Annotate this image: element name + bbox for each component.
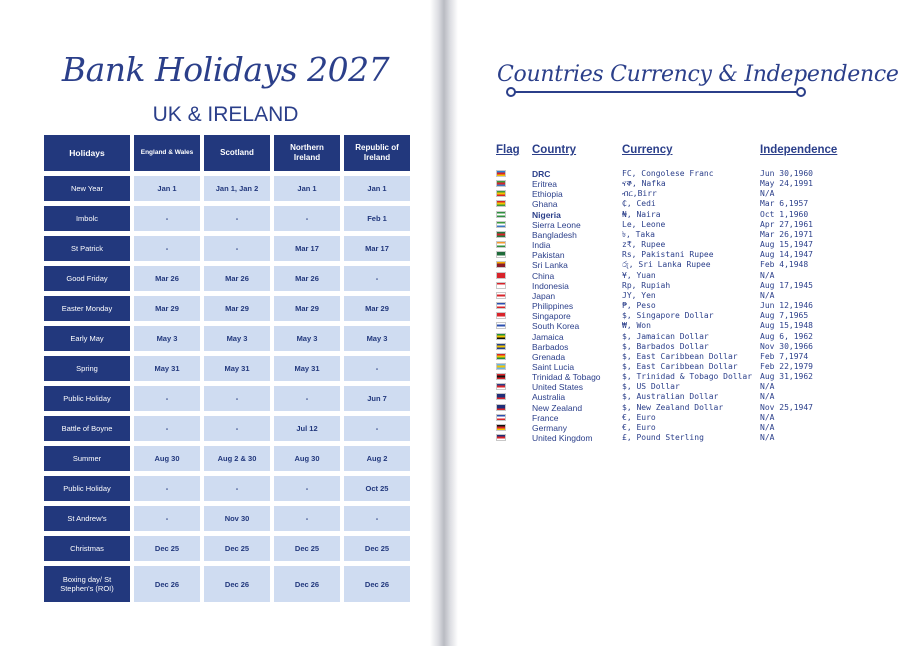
holiday-date-cell: Dec 25	[344, 536, 410, 561]
flag-icon	[497, 384, 505, 389]
country-name: South Korea	[532, 321, 580, 332]
independence-date: Jun 30,1960	[760, 169, 813, 178]
holiday-name: Public Holiday	[44, 476, 130, 501]
independence-date: Jun 12,1946	[760, 301, 813, 311]
table-row	[44, 356, 410, 381]
list-item	[494, 169, 874, 179]
independence-date: Feb 4,1948	[760, 260, 809, 270]
country-name: Trinidad & Tobago	[532, 372, 601, 383]
holiday-date-cell: -	[204, 416, 270, 441]
list-item	[494, 179, 874, 189]
currency-name: ¥, Yuan	[622, 270, 656, 280]
table-row	[44, 566, 410, 602]
holiday-name: Imbolc	[44, 206, 130, 231]
flag-icon	[497, 171, 505, 176]
currency-name: Rs, Pakistani Rupee	[622, 250, 714, 260]
currency-name: $, East Caribbean Dollar	[622, 351, 738, 361]
holiday-date-cell: -	[134, 506, 200, 531]
holiday-date-cell: -	[274, 206, 340, 231]
flag-icon	[497, 394, 505, 399]
flag-icon	[497, 303, 505, 308]
list-item	[494, 189, 874, 199]
holiday-date-cell: Oct 25	[344, 476, 410, 501]
list-item	[494, 291, 874, 301]
holiday-date-cell: -	[134, 476, 200, 501]
table-header-row	[44, 135, 410, 171]
independence-date: N/A	[760, 422, 775, 432]
holiday-name: Boxing day/ St Stephen's (ROI)	[44, 566, 130, 602]
independence-date: Aug 15,1947	[760, 240, 813, 250]
holiday-date-cell: May 3	[344, 326, 410, 351]
country-name: New Zealand	[532, 402, 583, 413]
table-row	[44, 446, 410, 471]
holiday-date-cell: Mar 17	[274, 236, 340, 261]
holiday-date-cell: Mar 17	[344, 236, 410, 261]
table-row	[44, 506, 410, 531]
independence-date: Feb 7,1974	[760, 351, 809, 361]
independence-date: N/A	[760, 189, 775, 199]
country-name: Australia	[532, 392, 566, 403]
list-item	[494, 423, 874, 433]
country-name: France	[532, 412, 559, 423]
currency-name: $, Barbados Dollar	[622, 341, 709, 351]
flag-icon	[497, 425, 505, 430]
holiday-date-cell: May 31	[204, 356, 270, 381]
currency-name: z₹, Rupee	[622, 240, 666, 250]
country-name: Japan	[532, 290, 556, 301]
table-row	[44, 206, 410, 231]
list-item	[494, 332, 874, 342]
holiday-date-cell: -	[344, 356, 410, 381]
holiday-date-cell: Mar 29	[134, 296, 200, 321]
country-name: China	[532, 270, 555, 281]
currency-name: $, Jamaican Dollar	[622, 331, 709, 341]
country-name: Bangladesh	[532, 229, 577, 240]
list-item	[494, 281, 874, 291]
flag-icon	[497, 181, 505, 186]
currency-name: $, Singapore Dollar	[622, 311, 714, 321]
currency-name: €, Euro	[622, 422, 656, 432]
holiday-date-cell: May 31	[274, 356, 340, 381]
independence-date: Aug 7,1965	[760, 311, 809, 321]
list-item	[494, 433, 874, 443]
independence-date: Nov 30,1966	[760, 341, 813, 351]
list-item	[494, 342, 874, 352]
table-row	[44, 266, 410, 291]
list-item	[494, 392, 874, 402]
holiday-date-cell: -	[134, 416, 200, 441]
holiday-name: Battle of Boyne	[44, 416, 130, 441]
holiday-name: Summer	[44, 446, 130, 471]
currency-name: $, Australian Dollar	[622, 392, 719, 402]
list-item	[494, 362, 874, 372]
page-subtitle: UK & IRELAND	[152, 103, 299, 126]
holiday-date-cell: Jul 12	[274, 416, 340, 441]
underline-end-dot	[506, 87, 516, 97]
holiday-date-cell: Mar 26	[274, 266, 340, 291]
currency-name: ₵, Cedi	[622, 199, 656, 209]
currency-name: ₱, Peso	[622, 301, 656, 311]
independence-date: Nov 25,1947	[760, 402, 813, 412]
countries-list	[494, 169, 874, 443]
holiday-name: St Andrew's	[44, 506, 130, 531]
country-name: Barbados	[532, 341, 569, 352]
holiday-date-cell: Feb 1	[344, 206, 410, 231]
country-name: Eritrea	[532, 179, 558, 190]
list-item	[494, 230, 874, 240]
country-name: United Kingdom	[532, 433, 593, 444]
holiday-date-cell: -	[134, 386, 200, 411]
holiday-name: Christmas	[44, 536, 130, 561]
flag-icon	[497, 262, 505, 267]
flag-icon	[497, 334, 505, 339]
independence-date: N/A	[760, 433, 775, 443]
currency-name: €, Euro	[622, 412, 656, 422]
holiday-date-cell: Dec 26	[134, 566, 200, 602]
list-item	[494, 403, 874, 413]
holiday-date-cell: -	[274, 476, 340, 501]
currency-name: $, East Caribbean Dollar	[622, 361, 738, 371]
title-underline	[512, 91, 801, 93]
holiday-date-cell: Dec 25	[134, 536, 200, 561]
holiday-date-cell: Dec 25	[204, 536, 270, 561]
holiday-name: Public Holiday	[44, 386, 130, 411]
holiday-name: Early May	[44, 326, 130, 351]
country-name: India	[532, 240, 551, 251]
holiday-date-cell: Mar 26	[204, 266, 270, 291]
independence-date: Aug 17,1945	[760, 280, 813, 290]
list-item	[494, 271, 874, 281]
holiday-date-cell: Dec 26	[204, 566, 270, 602]
independence-date: Aug 14,1947	[760, 250, 813, 260]
column-header-independence: Independence	[760, 144, 838, 156]
independence-date: Apr 27,1961	[760, 219, 813, 229]
flag-icon	[497, 323, 505, 328]
flag-icon	[497, 344, 505, 349]
flag-icon	[497, 232, 505, 237]
holiday-date-cell: Mar 26	[134, 266, 200, 291]
country-name: DRC	[532, 169, 551, 179]
holiday-date-cell: -	[274, 506, 340, 531]
list-item	[494, 372, 874, 382]
header-northern-ireland: Northern Ireland	[274, 135, 340, 171]
independence-date: N/A	[760, 392, 775, 402]
independence-date: Oct 1,1960	[760, 209, 809, 219]
country-name: Singapore	[532, 311, 571, 322]
currency-name: Le, Leone	[622, 219, 666, 229]
table-row	[44, 236, 410, 261]
flag-icon	[497, 252, 505, 257]
holiday-date-cell: Dec 26	[344, 566, 410, 602]
currency-name: $, US Dollar	[622, 382, 680, 392]
list-item	[494, 382, 874, 392]
country-name: United States	[532, 382, 584, 393]
flag-icon	[497, 354, 505, 359]
list-item	[494, 199, 874, 209]
country-name: Grenada	[532, 351, 566, 362]
table-row	[44, 536, 410, 561]
holiday-name: Good Friday	[44, 266, 130, 291]
currency-name: £, Pound Sterling	[622, 433, 704, 443]
flag-icon	[497, 242, 505, 247]
list-item	[494, 250, 874, 260]
holiday-date-cell: -	[134, 206, 200, 231]
holiday-date-cell: Jan 1	[134, 176, 200, 201]
currency-name: ብር,Birr	[622, 189, 657, 199]
header-scotland: Scotland	[204, 135, 270, 171]
holiday-date-cell: Mar 29	[274, 296, 340, 321]
holiday-date-cell: Dec 25	[274, 536, 340, 561]
holiday-date-cell: Jan 1, Jan 2	[204, 176, 270, 201]
country-name: Indonesia	[532, 280, 569, 291]
flag-icon	[497, 313, 505, 318]
holiday-name: Spring	[44, 356, 130, 381]
independence-date: Aug 15,1948	[760, 321, 813, 331]
holiday-name: New Year	[44, 176, 130, 201]
flag-icon	[497, 273, 505, 278]
country-name: Nigeria	[532, 209, 561, 220]
holiday-date-cell: -	[274, 386, 340, 411]
currency-name: ናቕ, Nafka	[622, 179, 666, 189]
column-header-country: Country	[532, 144, 577, 156]
underline-end-dot	[796, 87, 806, 97]
independence-date: N/A	[760, 382, 775, 392]
flag-icon	[497, 191, 505, 196]
holiday-date-cell: Aug 2	[344, 446, 410, 471]
holiday-date-cell: -	[204, 386, 270, 411]
country-name: Saint Lucia	[532, 361, 575, 372]
currency-name: Rp, Rupiah	[622, 280, 671, 290]
independence-date: N/A	[760, 270, 775, 280]
holiday-date-cell: Aug 30	[274, 446, 340, 471]
currency-name: රු, Sri Lanka Rupee	[622, 260, 711, 270]
currency-name: $, New Zealand Dollar	[622, 402, 724, 412]
flag-icon	[497, 293, 505, 298]
table-row	[44, 476, 410, 501]
country-name: Germany	[532, 422, 567, 433]
holiday-date-cell: -	[344, 416, 410, 441]
holiday-date-cell: -	[204, 206, 270, 231]
table-row	[44, 296, 410, 321]
holiday-date-cell: May 3	[204, 326, 270, 351]
holiday-date-cell: Dec 26	[274, 566, 340, 602]
flag-icon	[497, 415, 505, 420]
independence-date: Mar 6,1957	[760, 199, 809, 209]
holiday-date-cell: Jun 7	[344, 386, 410, 411]
flag-icon	[497, 435, 505, 440]
independence-date: Aug 6, 1962	[760, 331, 813, 341]
list-item	[494, 321, 874, 331]
column-header-currency: Currency	[622, 144, 673, 156]
header-holidays: Holidays	[44, 135, 130, 171]
holiday-date-cell: -	[204, 476, 270, 501]
flag-icon	[497, 283, 505, 288]
holiday-date-cell: -	[204, 236, 270, 261]
table-row	[44, 176, 410, 201]
independence-date: N/A	[760, 412, 775, 422]
flag-icon	[497, 405, 505, 410]
independence-date: Feb 22,1979	[760, 361, 813, 371]
independence-date: May 24,1991	[760, 179, 813, 189]
page-title: Bank Holidays 2027	[61, 50, 390, 89]
holiday-date-cell: Jan 1	[344, 176, 410, 201]
list-item	[494, 413, 874, 423]
currency-name: JY, Yen	[622, 290, 656, 300]
holiday-date-cell: Nov 30	[204, 506, 270, 531]
holiday-date-cell: Mar 29	[204, 296, 270, 321]
countries-title: Countries Currency & Independence	[497, 62, 899, 87]
list-item	[494, 260, 874, 270]
holiday-date-cell: Aug 2 & 30	[204, 446, 270, 471]
holiday-date-cell: May 31	[134, 356, 200, 381]
table-row	[44, 416, 410, 441]
table-row	[44, 386, 410, 411]
header-england-wales: England & Wales	[134, 135, 200, 171]
list-item	[494, 301, 874, 311]
currency-name: $, Trinidad & Tobago Dollar	[622, 372, 753, 382]
holiday-date-cell: May 3	[274, 326, 340, 351]
flag-icon	[497, 364, 505, 369]
country-name: Pakistan	[532, 250, 565, 261]
holiday-date-cell: -	[344, 506, 410, 531]
holiday-date-cell: May 3	[134, 326, 200, 351]
country-name: Sierra Leone	[532, 219, 581, 230]
currency-name: ₦, Naira	[622, 209, 661, 219]
list-item	[494, 210, 874, 220]
independence-date: Aug 31,1962	[760, 372, 813, 382]
independence-date: N/A	[760, 290, 775, 300]
country-name: Philippines	[532, 301, 574, 312]
holiday-date-cell: Mar 29	[344, 296, 410, 321]
country-name: Sri Lanka	[532, 260, 568, 271]
flag-icon	[497, 201, 505, 206]
currency-name: ₩, Won	[622, 321, 651, 331]
holiday-date-cell: Jan 1	[274, 176, 340, 201]
holiday-name: St Patrick	[44, 236, 130, 261]
list-item	[494, 352, 874, 362]
holiday-date-cell: -	[134, 236, 200, 261]
currency-name: FC, Congolese Franc	[622, 169, 714, 178]
book-gutter	[430, 0, 458, 646]
table-row	[44, 326, 410, 351]
header-republic-of-ireland: Republic of Ireland	[344, 135, 410, 171]
flag-icon	[497, 222, 505, 227]
list-item	[494, 240, 874, 250]
country-name: Jamaica	[532, 331, 564, 342]
list-item	[494, 311, 874, 321]
list-item	[494, 220, 874, 230]
country-name: Ethiopia	[532, 189, 563, 200]
flag-icon	[497, 212, 505, 217]
holiday-name: Easter Monday	[44, 296, 130, 321]
currency-name: ৳, Taka	[622, 229, 655, 239]
column-header-flag: Flag	[496, 144, 520, 156]
independence-date: Mar 26,1971	[760, 229, 813, 239]
holiday-date-cell: Aug 30	[134, 446, 200, 471]
flag-icon	[497, 374, 505, 379]
bank-holidays-table	[40, 130, 414, 607]
holiday-date-cell: -	[344, 266, 410, 291]
country-name: Ghana	[532, 199, 558, 210]
